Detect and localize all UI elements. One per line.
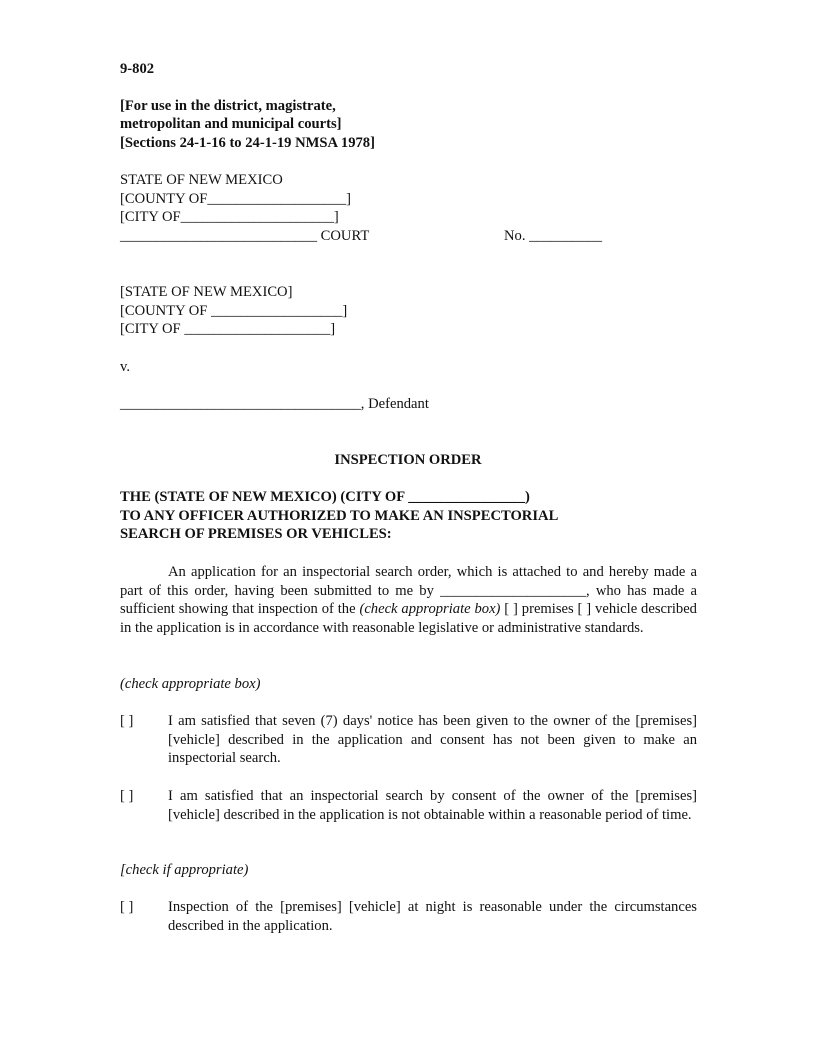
- use-note-line-2: metropolitan and municipal courts]: [120, 116, 342, 132]
- address-line-3: SEARCH OF PREMISES OR VEHICLES:: [120, 526, 392, 542]
- party-county: [COUNTY OF __________________]: [120, 303, 348, 319]
- case-number: No. __________: [504, 228, 603, 244]
- option-checkbox[interactable]: [ ]: [120, 788, 134, 804]
- body-paragraph: [120, 563, 697, 637]
- address-line-1: THE (STATE OF NEW MEXICO) (CITY OF ________________): [120, 489, 530, 505]
- caption-county: [COUNTY OF___________________]: [120, 191, 351, 207]
- party-city: [CITY OF ____________________]: [120, 321, 336, 337]
- option-text: I am satisfied that seven (7) days' notice has been given to the owner of the [premises] [vehicle] described in the application and consent has not been given to make an inspectorial search.: [168, 713, 697, 766]
- body-text-part-1: An application for an inspectorial search order, which is attached to and hereby made a part of this order, having been submitted to me by ____________________, who has made a sufficient showing that inspection of the: [120, 564, 697, 617]
- body-text-check-note: (check appropriate box): [359, 601, 501, 617]
- use-note-line-3: [Sections 24-1-16 to 24-1-19 NMSA 1978]: [120, 135, 375, 151]
- party-state: [STATE OF NEW MEXICO]: [120, 284, 293, 300]
- caption-court: ___________________________ COURT: [120, 228, 370, 244]
- option-checkbox[interactable]: [ ]: [120, 899, 134, 915]
- section-2-label: [check if appropriate): [120, 862, 249, 878]
- form-number: 9-802: [120, 61, 155, 77]
- section-1-label: (check appropriate box): [120, 676, 261, 692]
- option-text: Inspection of the [premises] [vehicle] at night is reasonable under the circumstances described in the application.: [168, 899, 697, 934]
- document-title: INSPECTION ORDER: [334, 452, 482, 468]
- address-line-2: TO ANY OFFICER AUTHORIZED TO MAKE AN INSPECTORIAL: [120, 508, 559, 524]
- versus: v.: [120, 359, 130, 375]
- caption-state: STATE OF NEW MEXICO: [120, 172, 283, 188]
- caption-city: [CITY OF_____________________]: [120, 209, 339, 225]
- option-text: I am satisfied that an inspectorial search by consent of the owner of the [premises] [vehicle] described in the application is not obtainable within a reasonable period of time.: [168, 788, 697, 823]
- option-checkbox[interactable]: [ ]: [120, 713, 134, 729]
- defendant-line: _________________________________, Defendant: [120, 396, 429, 412]
- use-note-line-1: [For use in the district, magistrate,: [120, 98, 336, 114]
- body-text-part-3: [ ] premises [ ] vehicle described in the application is in accordance with reasonable legislative or administrative standards.: [120, 601, 697, 636]
